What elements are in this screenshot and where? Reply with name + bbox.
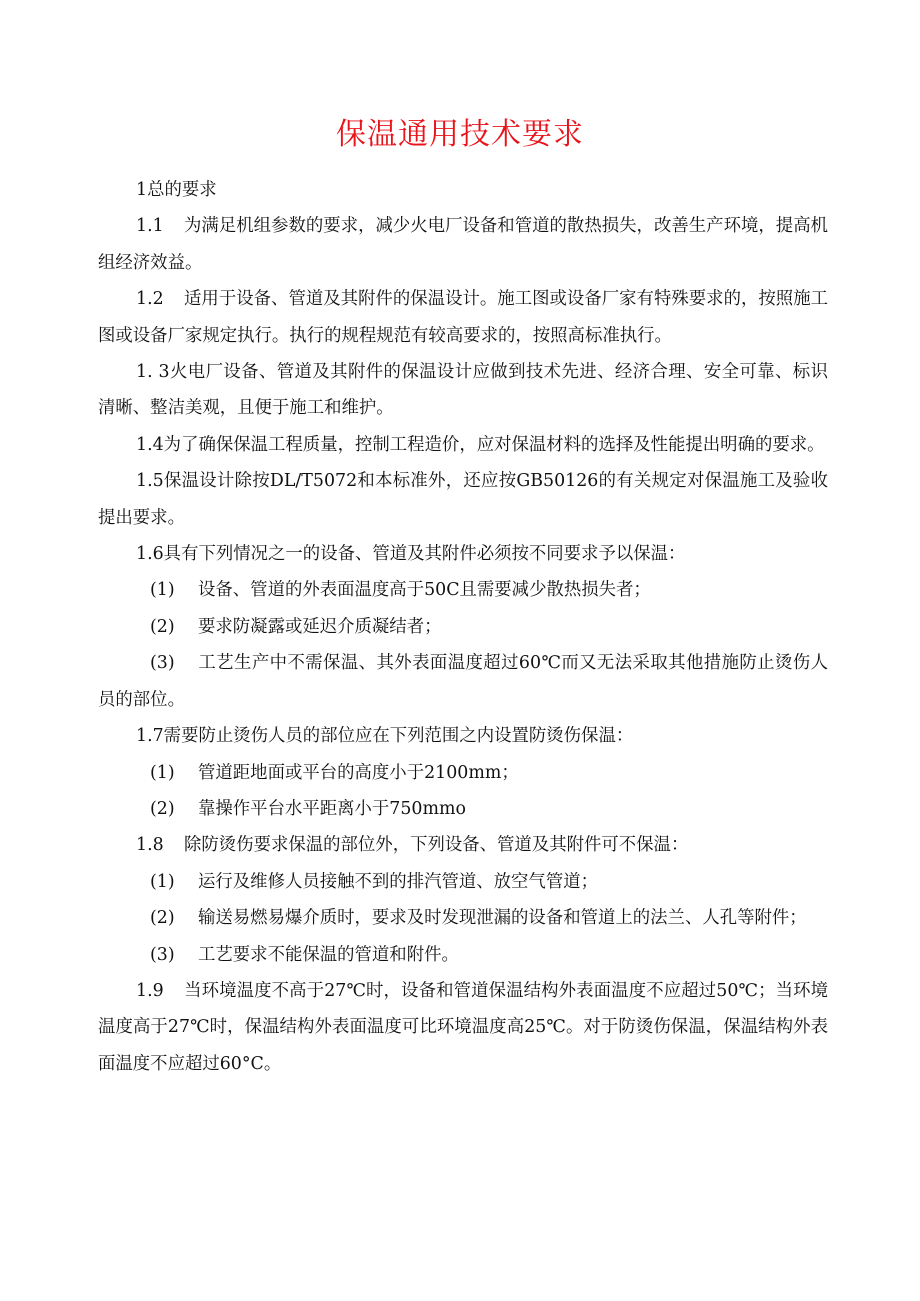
- paragraph-1-6: [98, 536, 828, 572]
- paragraph-number: 1.6: [136, 544, 164, 565]
- item-number: (2): [150, 908, 175, 929]
- paragraph-number: 1.8: [136, 835, 164, 856]
- item-text: 输送易燃易爆介质时，要求及时发现泄漏的设备和管道上的法兰、人孔等附件；: [198, 908, 807, 929]
- item-number: (1): [150, 762, 175, 783]
- list-item: [98, 609, 828, 645]
- paragraph-number: 1.2: [136, 289, 164, 310]
- paragraph-1-7: [98, 718, 828, 754]
- paragraph-text: 火电厂设备、管道及其附件的保温设计应做到技术先进、经济合理、安全可靠、标识清晰、整洁美观，且便于施工和维护。: [98, 362, 828, 419]
- paragraph-1-9: [98, 973, 828, 1082]
- item-text: 工艺生产中不需保温、其外表面温度超过60℃而又无法采取其他措施防止烫伤人员的部位。: [98, 653, 828, 710]
- section-heading: 1总的要求: [136, 180, 217, 200]
- paragraph-text: 为满足机组参数的要求，减少火电厂设备和管道的散热损失，改善生产环境，提高机组经济效益。: [98, 216, 828, 273]
- paragraph-text: 为了确保保温工程质量，控制工程造价，应对保温材料的选择及性能提出明确的要求。: [163, 434, 825, 455]
- paragraph-text: 具有下列情况之一的设备、管道及其附件必须按不同要求予以保温：: [163, 544, 686, 565]
- paragraph-text: 适用于设备、管道及其附件的保温设计。施工图或设备厂家有特殊要求的，按照施工图或设备厂家规定执行。执行的规程规范有较高要求的，按照高标准执行。: [98, 289, 828, 346]
- paragraph-1-4: [98, 427, 828, 463]
- item-text: 工艺要求不能保温的管道和附件。: [198, 944, 459, 965]
- paragraph-number: 1. 3: [136, 362, 170, 383]
- item-number: (1): [150, 580, 175, 601]
- list-item: [98, 755, 828, 791]
- item-number: (2): [150, 798, 175, 819]
- item-text: 要求防凝露或延迟介质凝结者；: [198, 616, 442, 637]
- item-text: 设备、管道的外表面温度高于50C且需要减少散热损失者；: [198, 580, 651, 601]
- item-number: (2): [150, 616, 175, 637]
- paragraph-number: 1.4: [136, 434, 164, 455]
- paragraph-number: 1.9: [136, 980, 164, 1001]
- paragraph-text: 除防烫伤要求保温的部位外，下列设备、管道及其附件可不保温：: [184, 835, 689, 856]
- paragraph-text: 当环境温度不高于27℃时，设备和管道保温结构外表面温度不应超过50℃；当环境温度高于27℃时，保温结构外表面温度可比环境温度高25℃。对于防烫伤保温，保温结构外表面温度不应超过60°C。: [98, 980, 828, 1074]
- paragraph-1-2: [98, 281, 828, 354]
- list-item: [98, 937, 828, 973]
- list-item: [98, 645, 828, 718]
- document-body: [98, 172, 828, 1082]
- item-text: 运行及维修人员接触不到的排汽管道、放空气管道；: [198, 871, 598, 892]
- paragraph-text: 保温设计除按DL/T5072和本标准外，还应按GB50126的有关规定对保温施工及验收提出要求。: [98, 471, 828, 528]
- item-number: (3): [150, 653, 175, 674]
- paragraph-1-8: [98, 827, 828, 863]
- page-title: 保温通用技术要求: [336, 117, 584, 152]
- item-number: (1): [150, 871, 175, 892]
- list-item: [98, 900, 828, 936]
- list-item: [98, 572, 828, 608]
- item-text: 靠操作平台水平距离小于750mmo: [198, 798, 466, 819]
- paragraph-1-5: [98, 463, 828, 536]
- paragraph-text: 需要防止烫伤人员的部位应在下列范围之内设置防烫伤保温：: [163, 726, 634, 747]
- paragraph-1-1: [98, 208, 828, 281]
- paragraph-1-3: [98, 354, 828, 427]
- paragraph-number: 1.5: [136, 471, 164, 492]
- paragraph-number: 1.1: [136, 216, 164, 237]
- paragraph-number: 1.7: [136, 726, 164, 747]
- list-item: [98, 791, 828, 827]
- item-text: 管道距地面或平台的高度小于2100mm；: [198, 762, 519, 783]
- item-number: (3): [150, 944, 175, 965]
- list-item: [98, 864, 828, 900]
